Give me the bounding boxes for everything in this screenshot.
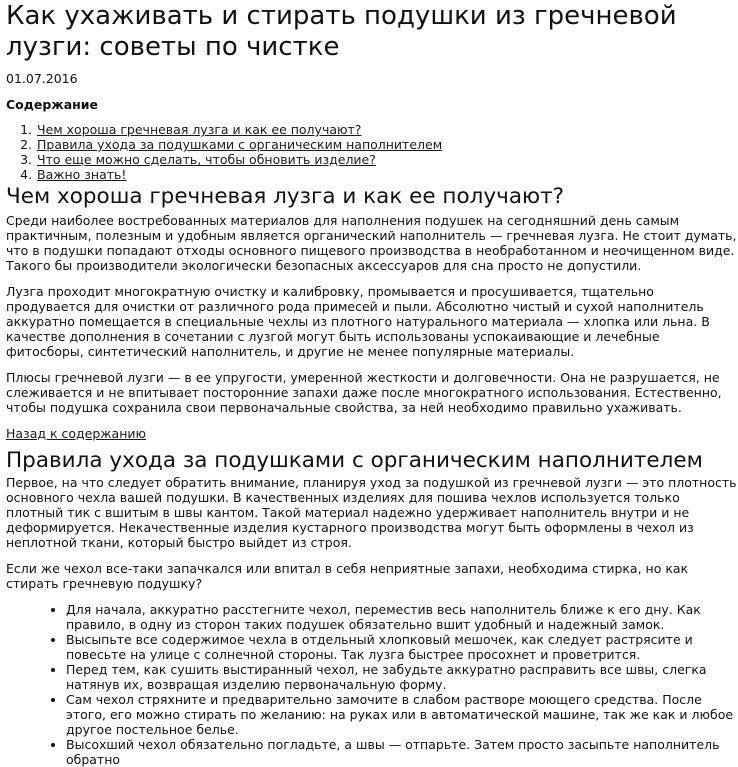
- publish-date: 01.07.2016: [6, 71, 78, 86]
- toc-item: [36, 137, 738, 152]
- section-heading: Чем хороша гречневая лузга и как ее получают?: [6, 184, 565, 209]
- list-item: • Перед тем, как сушить выстиранный чехол, не забудьте аккуратно расправить все швы, слегка натянув их, возвращая изделию первоначальную форму.: [66, 662, 738, 692]
- toc-link-refresh[interactable]: Что еще можно сделать, чтобы обновить изделие?: [37, 152, 376, 167]
- toc-item: [36, 152, 738, 167]
- toc-heading: Содержание: [6, 97, 99, 112]
- toc-item: [36, 167, 738, 182]
- toc-link-important[interactable]: Важно знать!: [37, 167, 127, 182]
- paragraph: Плюсы гречневой лузги — в ее упругости, умеренной жесткости и долговечности. Она не разрушается, не слеживается и не впитывает посторонние запахи даже после многократного использования. Естественно, чтобы подушка сохранила свои первоначальные свойства, за ней необходимо правильно ухаживать.: [6, 370, 722, 415]
- back-to-contents-link[interactable]: Назад к содержанию: [6, 426, 147, 441]
- paragraph: Первое, на что следует обратить внимание, планируя уход за подушкой из гречневой лузги — это плотность основного чехла вашей подушки. В качественных изделиях для пошива чехлов используется только плотный тик с вшитым в швы кантом. Такой материал надежно удерживает наполнитель внутри и не деформируется. Некачественные изделия кустарного производства могут быть оформлены в чехол из неплотной ткани, который быстро выйдет из строя.: [6, 475, 737, 550]
- page-title: Как ухаживать и стирать подушки из гречневой лузги: советы по чистке: [6, 1, 677, 62]
- article: [0, 1, 738, 767]
- toc-item: [36, 122, 738, 137]
- paragraph: Лузга проходит многократную очистку и калибровку, промывается и просушивается, тщательно продувается для очистки от различного рода примесей и пыли. Абсолютно чистый и сухой наполнитель аккуратно помещается в специальные чехлы из плотного натурального материала — хлопка или льна. В качестве дополнения в сочетании с лузгой могут быть использованы успокаивающие и лечебные фитосборы, синтетический наполнитель, и другие не менее популярные материалы.: [6, 284, 710, 359]
- table-of-contents: [6, 122, 738, 182]
- list-item: • Высыпьте все содержимое чехла в отдельный хлопковый мешочек, как следует растрясите и повесьте на улице с солнечной стороны. Так лузга быстрее просохнет и проветрится.: [66, 632, 738, 662]
- paragraph: Среди наиболее востребованных материалов для наполнения подушек на сегодняшний день самым практичным, полезным и удобным является органический наполнитель — гречневая лузга. Не стоит думать, что в подушки попадают отходы основного пищевого производства в необработанном и неочищенном виде. Такого бы производители экологически безопасных аксессуаров для сна просто не допустили.: [6, 213, 737, 273]
- list-item: • Высохший чехол обязательно погладьте, а швы — отпарьте. Затем просто засыпьте наполнитель обратно: [66, 737, 738, 767]
- list-item: • Сам чехол стряхните и предварительно замочите в слабом растворе моющего средства. После этого, его можно стирать по желанию: на руках или в автоматической машине, так же как и любое другое постельное белье.: [66, 692, 738, 737]
- toc-link-care-rules[interactable]: Правила ухода за подушками с органическим наполнителем: [37, 137, 443, 152]
- care-tips-list: [6, 602, 738, 767]
- paragraph: Если же чехол все-таки запачкался или впитал в себя неприятные запахи, необходима стирка, но как стирать гречневую подушку?: [6, 561, 689, 591]
- list-item: • Для начала, аккуратно расстегните чехол, переместив весь наполнитель ближе к его дну. Как правило, в одну из сторон таких подушек обязательно вшит удобный и надежный замок.: [66, 602, 738, 632]
- toc-link-why-buckwheat[interactable]: Чем хороша гречневая лузга и как ее получают?: [37, 122, 362, 137]
- section-heading: Правила ухода за подушками с органическим наполнителем: [6, 448, 703, 473]
